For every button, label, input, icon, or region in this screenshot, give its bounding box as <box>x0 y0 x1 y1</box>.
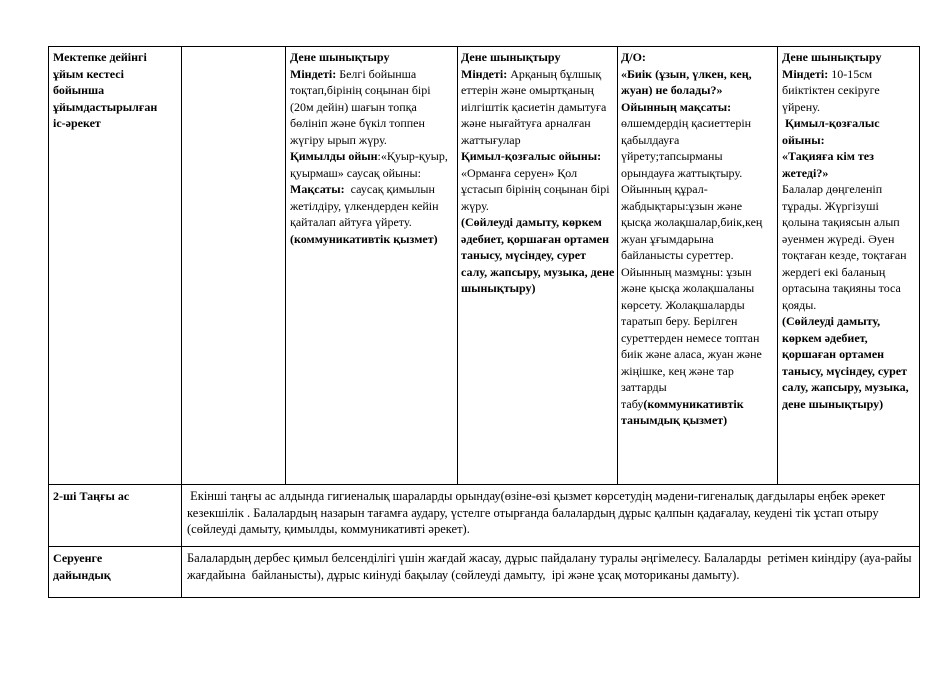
col6-game-title: «Тақияға кім тез жетеді?» <box>782 149 877 180</box>
col3-tail: (коммуникативтік қызмет) <box>290 231 438 246</box>
table-border-row2 <box>48 546 920 547</box>
col-divider-5 <box>777 46 778 485</box>
col3-title: Дене шынықтыру <box>290 50 390 64</box>
col6-tail: (Сөйлеуді дамыту, көркем әдебиет, қоршаған ортамен танысу, мүсіндеу, сурет салу, жапсыру, музыка, дене шынықтыру) <box>782 314 912 411</box>
row3-text: Балалардың дербес қимыл белсенділігі үшін жағдай жасау, дұрыс пайдалану туралы әңгімелесу. Балаларды ретімен киіндіру (ауа-райы жағдайына байланысты), дұрыс киінуді бақылау (сөйлеуді дамыту, ірі және ұсақ моториканы дамыту). <box>187 551 915 582</box>
col5-title: Д/О: <box>621 50 646 64</box>
col3-game-label: Қимылды ойын <box>290 149 378 163</box>
table-border-right <box>919 46 920 598</box>
col4-title: Дене шынықтыру <box>461 50 561 64</box>
row2-label-cell <box>53 488 177 505</box>
col6-task-text: 10-15см биіктіктен секіруге үйрену. <box>782 66 883 114</box>
row1-col3-cell <box>290 49 455 247</box>
row1-col6-cell <box>782 49 917 412</box>
col6-task <box>782 66 917 116</box>
col5-tail: (коммуникативтік танымдық қызмет) <box>621 396 747 427</box>
row3-text-cell <box>187 550 915 583</box>
col-divider-1 <box>181 46 182 598</box>
row1-label-cell <box>53 49 177 132</box>
col-divider-2 <box>285 46 286 485</box>
col4-task-text: Арқаның бұлшық еттерін және омыртқаның иілгіштік қасиетін дамытуға және нығайтуға арналған жаттығулар <box>461 66 610 147</box>
col5-body-text: өлшемдердің қасиеттерін қабылдауға үйрету;тапсырманы орындауға жаттықтыру. Ойынның құрал-жабдықтары:ұзын және қысқа жолақшалар,биік,кең жуан ұғымдарына байланысты суреттер. Ойынның мазмұны: ұзын және қысқа жолақшаланы көрсету. Жолақшаларды таратып беру. Берілген суреттерден немесе топтан биік және аласа, жуан және жіңішке, кең және тар заттарды табу <box>621 116 766 411</box>
col4-game-text: «Орманға серуен» Қол ұстасып бірінің соңынан бірі жүру. <box>461 165 613 213</box>
col6-task-label: Міндеті: <box>782 66 832 81</box>
col4-task <box>461 66 615 149</box>
col-divider-4 <box>617 46 618 485</box>
row1-col4-cell <box>461 49 618 297</box>
col5-body <box>621 115 775 429</box>
row2-text: Екінші таңғы ас алдында гигиеналық шараларды орындау(өзіне-өзі қызмет көрсетудің мәдени-гигеналық дағдылары еңбек әрекет кезекшілік . Балалардың назарын тағамға аудару, үстелге отырғанда балалардың дұрыс қалпын қадағалау, кеудені тік ұстап отыру (сөйлеуді дамыту, қимылды, коммуникативті әрекет). <box>187 489 889 536</box>
col3-task-label: Міндеті: <box>290 66 340 81</box>
col4-game-label: Қимыл-қозғалыс ойыны: <box>461 149 602 163</box>
col3-game-text: :«Қуыр-қуыр, қуырмаш» саусақ ойыны: <box>290 149 451 180</box>
col3-task-text: Белгі бойынша тоқтап,бірінің соңынан бірі (20м дейін) шағын топқа бөлініп және бүкіл топпен жүгіру ырып жүру. <box>290 66 434 147</box>
table-border-left <box>48 46 49 598</box>
col4-task-label: Міндеті: <box>461 66 511 81</box>
col4-tail: (Сөйлеуді дамыту, көркем әдебиет, қоршаған ортамен танысу, мүсіндеу, сурет салу, жапсыру, музыка, дене шынықтыру) <box>461 215 618 295</box>
col6-body: Балалар дөңгеленіп тұрады. Жүргізуші қолына тақиясын алып әуенмен жүреді. Әуен тоқтаған кезде, тоқтаған жердегі екі баланың ортасына тақияны тоса қояды. <box>782 182 910 312</box>
col3-game <box>290 148 455 181</box>
row3-label-cell <box>53 550 177 583</box>
col3-goal-text: саусақ қимылын жетілдіру, үлкендерден кейін қайталап айтуға үйрету. <box>290 182 442 229</box>
table-border-row1 <box>48 484 920 485</box>
table-border-bottom <box>48 597 920 598</box>
col-divider-3 <box>457 46 458 485</box>
row2-label: 2-ші Таңғы ас <box>53 489 130 503</box>
col3-goal <box>290 181 455 247</box>
col6-game-label: Қимыл-қозғалыс ойыны: <box>782 116 883 147</box>
col6-title: Дене шынықтыру <box>782 50 882 64</box>
col3-task <box>290 66 455 149</box>
table-border-top <box>48 46 920 47</box>
col3-goal-label: Мақсаты: <box>290 182 348 196</box>
col5-goal-label: Ойынның мақсаты: <box>621 99 732 114</box>
row2-text-cell <box>187 488 915 538</box>
row1-col5-cell <box>621 49 775 429</box>
row1-label: Мектепке дейінгі ұйым кестесі бойынша ұйымдастырылған іс-әрекет <box>53 50 158 130</box>
col5-game-title: «Биік (ұзын, үлкен, кең, жуан) не болады?» <box>621 66 755 97</box>
row3-label: Серуенге дайындық <box>53 551 111 582</box>
